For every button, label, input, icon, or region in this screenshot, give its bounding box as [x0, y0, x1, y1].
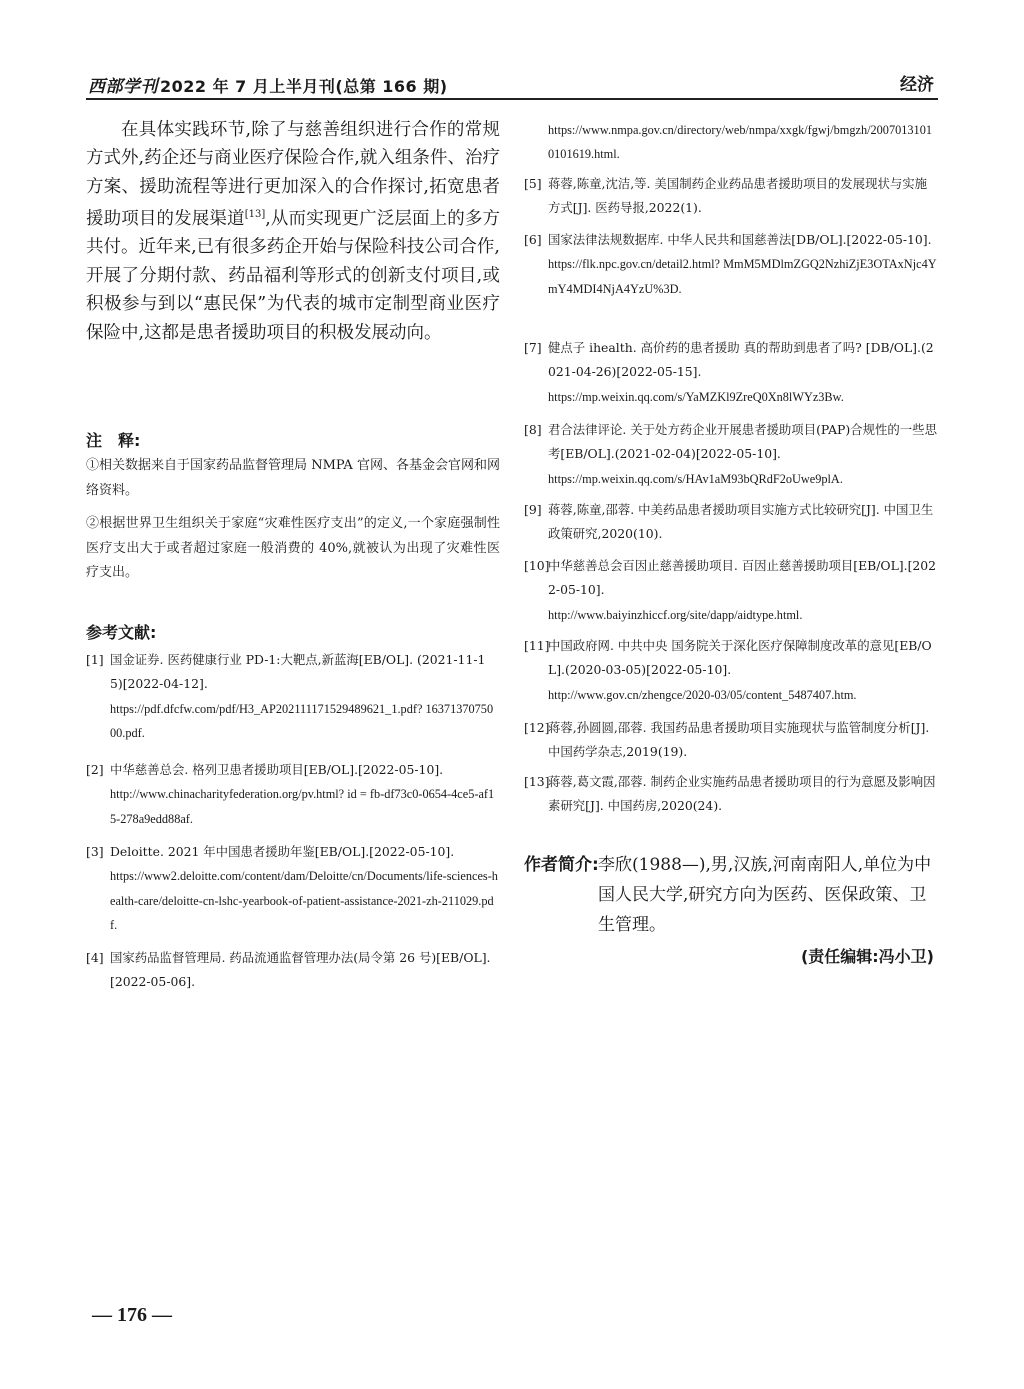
- author-bio: [524, 850, 938, 940]
- reference-number: [1]: [86, 652, 104, 667]
- reference-text: 蒋蓉,陈童,沈洁,等. 美国制药企业药品患者援助项目的发展现状与实施方式[J]. 医药导报,2022(1).: [548, 176, 928, 216]
- reference-1: [86, 648, 498, 746]
- reference-text: 蒋蓉,葛文霞,邵蓉. 制药企业实施药品患者援助项目的行为意愿及影响因素研究[J]. 中国药房,2020(24).: [548, 774, 936, 814]
- note-2-text: 根据世界卫生组织关于家庭“灾难性医疗支出”的定义,一个家庭强制性医疗支出大于或者超过家庭一般消费的 40%,就被认为出现了灾难性医疗支出。: [86, 516, 500, 581]
- reference-number: [13]: [524, 774, 550, 789]
- reference-2: [86, 758, 498, 831]
- reference-number: [5]: [524, 176, 542, 191]
- reference-7: [524, 336, 938, 409]
- author-bio-text: 李欣(1988—),男,汉族,河南南阳人,单位为中国人民大学,研究方向为医药、医保政策、卫生管理。: [598, 855, 932, 935]
- section-name: 经济: [900, 75, 934, 95]
- reference-text: 健点子 ihealth. 高价药的患者援助 真的帮助到患者了吗? [DB/OL].(2021-04-26)[2022-05-15].: [548, 340, 934, 380]
- reference-12: [524, 716, 938, 765]
- reference-url: https://flk.npc.gov.cn/detail2.html? MmM5MDlmZGQ2NzhiZjE3OTAxNjc4YmY4MDI4NjA4YzU%3D.: [548, 257, 937, 296]
- reference-text: 君合法律评论. 关于处方药企业开展患者援助项目(PAP)合规性的一些思考[EB/OL].(2021-02-04)[2022-05-10].: [548, 422, 937, 462]
- reference-9: [524, 498, 938, 547]
- running-header: [88, 72, 448, 97]
- reference-11: [524, 634, 938, 707]
- page-number: — 176 —: [92, 1304, 172, 1326]
- reference-text: 国家法律法规数据库. 中华人民共和国慈善法[DB/OL].[2022-05-10].: [548, 232, 932, 247]
- reference-number: [3]: [86, 844, 104, 859]
- reference-5: [524, 172, 938, 221]
- reference-4-continued: [524, 118, 938, 167]
- reference-number: [12]: [524, 720, 550, 735]
- responsible-editor: (责任编辑:冯小卫): [800, 947, 934, 966]
- author-bio-label: 作者简介:: [524, 855, 599, 875]
- reference-number: [2]: [86, 762, 104, 777]
- reference-url: https://www2.deloitte.com/content/dam/Deloitte/cn/Documents/life-sciences-health-care/deloitte-cn-lshc-yearbook-of-patient-assistance-2021-zh-211029.pdf.: [110, 869, 498, 933]
- reference-number: [9]: [524, 502, 542, 517]
- reference-3: [86, 840, 498, 938]
- reference-url: http://www.baiyinzhiccf.org/site/dapp/aidtype.html.: [548, 607, 803, 622]
- body-paragraph: [86, 116, 500, 347]
- reference-url: https://mp.weixin.qq.com/s/YaMZKl9ZreQ0Xn8lWYz3Bw.: [548, 389, 844, 404]
- references-heading: 参考文献:: [86, 623, 157, 642]
- reference-text: 蒋蓉,孙圆圆,邵蓉. 我国药品患者援助项目实施现状与监管制度分析[J]. 中国药学杂志,2019(19).: [548, 720, 930, 760]
- reference-url: http://www.gov.cn/zhengce/2020-03/05/content_5487407.htm.: [548, 687, 857, 702]
- reference-number: [10]: [524, 558, 550, 573]
- reference-url: http://www.chinacharityfederation.org/pv.html? id = fb-df73c0-0654-4ce5-af15-278a9edd88af.: [110, 787, 495, 826]
- reference-number: [4]: [86, 950, 104, 965]
- issue-info: 2022 年 7 月上半月刊(总第 166 期): [160, 77, 448, 96]
- reference-number: [6]: [524, 232, 542, 247]
- body-text-b: ,从而实现更广泛层面上的多方共付。近年来,已有很多药企开始与保险科技公司合作,开展了分期付款、药品福利等形式的创新支付项目,或积极参与到以“惠民保”为代表的城市定制型商业医疗保险中,这都是患者援助项目的积极发展动向。: [86, 209, 501, 343]
- reference-8: [524, 418, 938, 491]
- reference-4: [86, 946, 498, 995]
- reference-6: [524, 228, 938, 301]
- reference-text: 蒋蓉,陈童,邵蓉. 中美药品患者援助项目实施方式比较研究[J]. 中国卫生政策研究,2020(10).: [548, 502, 934, 542]
- reference-url: https://www.nmpa.gov.cn/directory/web/nmpa/xxgk/fgwj/bmgzh/20070131010101619.html.: [548, 123, 932, 162]
- note-2-mark: ②: [86, 516, 100, 531]
- reference-text: 中国政府网. 中共中央 国务院关于深化医疗保障制度改革的意见[EB/OL].(2020-03-05)[2022-05-10].: [548, 638, 932, 678]
- reference-text: 中华慈善总会. 格列卫患者援助项目[EB/OL].[2022-05-10].: [110, 762, 444, 777]
- note-1-mark: ①: [86, 458, 100, 473]
- citation-mark: [13]: [244, 209, 266, 221]
- reference-url: https://pdf.dfcfw.com/pdf/H3_AP202111171529489621_1.pdf? 1637137075000.pdf.: [110, 701, 494, 741]
- reference-13: [524, 770, 938, 819]
- header-rule: [86, 98, 938, 100]
- reference-text: Deloitte. 2021 年中国患者援助年鉴[EB/OL].[2022-05-10].: [110, 844, 455, 859]
- reference-number: [8]: [524, 422, 542, 437]
- reference-text: 国金证券. 医药健康行业 PD-1:大靶点,新蓝海[EB/OL]. (2021-11-15)[2022-04-12].: [110, 652, 486, 692]
- notes-heading: 注 释:: [86, 431, 141, 450]
- reference-text: 国家药品监督管理局. 药品流通监督管理办法(局令第 26 号)[EB/OL].[2022-05-06].: [110, 950, 491, 990]
- journal-logo: 西部学刊: [88, 77, 158, 97]
- reference-number: [7]: [524, 340, 542, 355]
- reference-url: https://mp.weixin.qq.com/s/HAv1aM93bQRdF2oUwe9plA.: [548, 471, 843, 486]
- note-2: [86, 512, 500, 586]
- body-text-a: 在具体实践环节,除了与慈善组织进行合作的常规方式外,药企还与商业医疗保险合作,就入组条件、治疗方案、援助流程等进行更加深入的合作探讨,拓宽患者援助项目的发展渠道: [86, 120, 500, 230]
- note-1: [86, 454, 500, 503]
- reference-10: [524, 554, 938, 627]
- note-1-text: 相关数据来自于国家药品监督管理局 NMPA 官网、各基金会官网和网络资料。: [86, 458, 500, 498]
- reference-number: [11]: [524, 638, 550, 653]
- reference-text: 中华慈善总会百因止慈善援助项目. 百因止慈善援助项目[EB/OL].[2022-05-10].: [548, 558, 937, 598]
